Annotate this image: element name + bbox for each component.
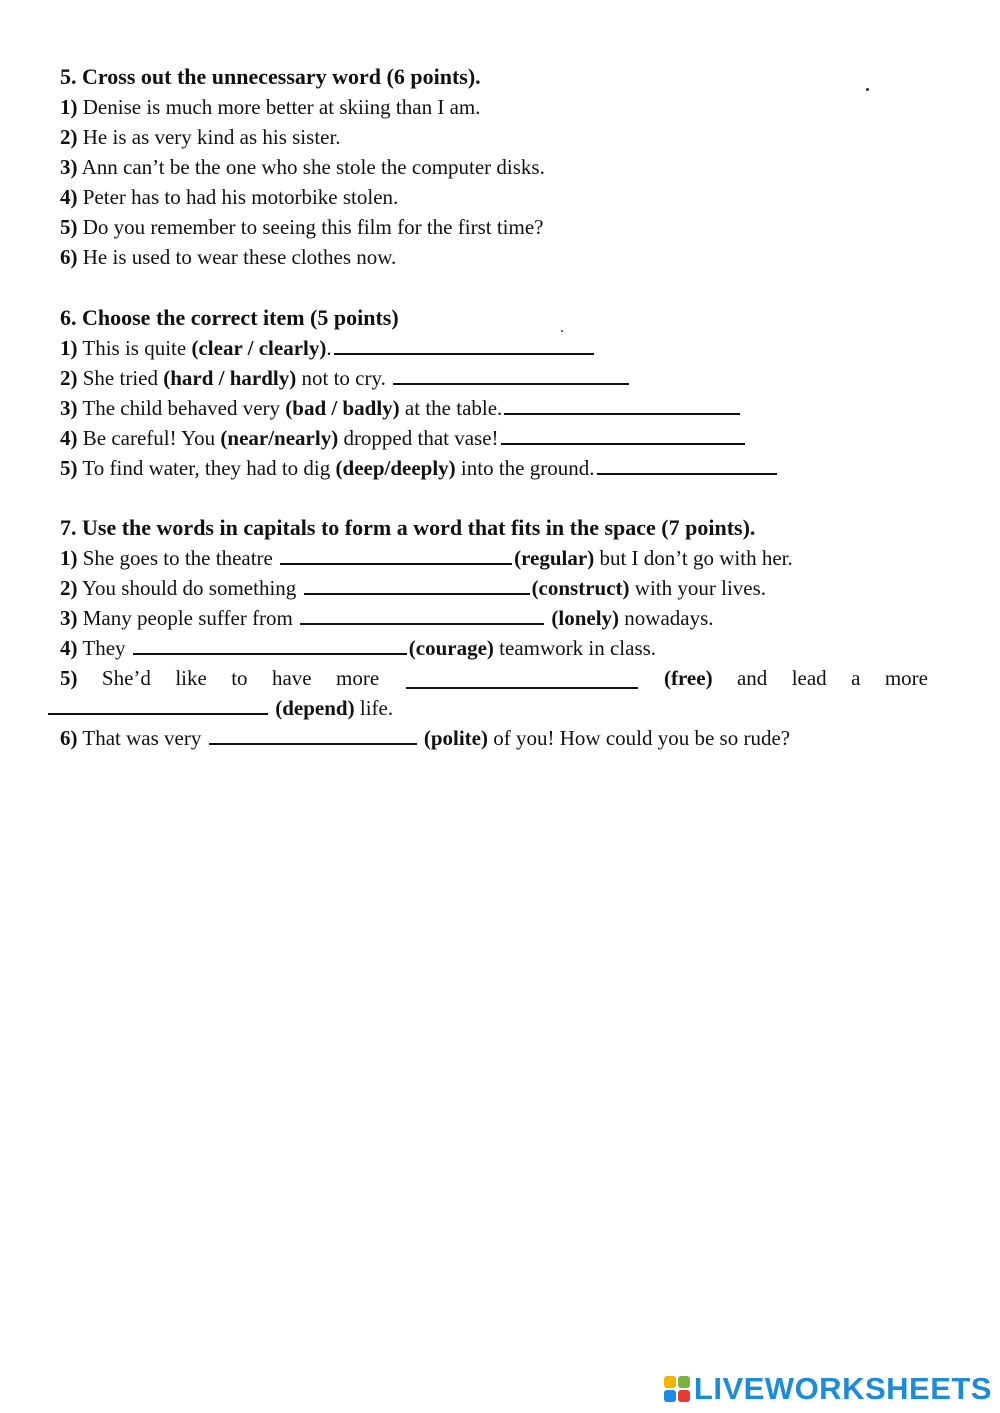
- section-7: [60, 513, 940, 753]
- s5-item-5: [60, 212, 940, 242]
- item-text-before: They: [82, 636, 131, 660]
- section-7-heading: 7. Use the words in capitals to form a word that fits in the space (7 points).: [60, 515, 756, 540]
- item-word-token: a: [851, 666, 861, 690]
- item-number: 2): [60, 366, 78, 390]
- logo-square: [678, 1390, 690, 1402]
- answer-blank[interactable]: [280, 545, 512, 565]
- item-word-token: more: [884, 666, 928, 690]
- s5-item-1: [60, 92, 940, 122]
- item-word: (polite): [423, 726, 488, 750]
- item-word: (depend): [275, 696, 355, 720]
- answer-blank[interactable]: [393, 365, 629, 385]
- section-6: [60, 303, 940, 483]
- item-word-token: have: [271, 666, 312, 690]
- section-5: [60, 62, 940, 272]
- logo-text: LIVEWORKSHEETS: [693, 1371, 992, 1406]
- s5-item-2: [60, 122, 940, 152]
- item-number: 2): [60, 576, 78, 600]
- item-options: (bad / badly): [285, 396, 400, 420]
- item-text-after: nowadays.: [619, 606, 714, 630]
- item-text: He is used to wear these clothes now.: [82, 245, 397, 269]
- item-text-after: of you! How could you be so rude?: [488, 726, 791, 750]
- item-text-before: This is quite: [82, 336, 192, 360]
- item-text-after: dropped that vase!: [338, 426, 499, 450]
- item-number: 5): [60, 215, 78, 239]
- item-word: (free): [664, 666, 713, 690]
- item-number: 5): [60, 666, 78, 690]
- item-options: (hard / hardly): [163, 366, 297, 390]
- item-text-after: but I don’t go with her.: [594, 546, 793, 570]
- s7-item-6: [60, 723, 940, 753]
- item-text-after: life.: [354, 696, 394, 720]
- item-text-after: not to cry.: [296, 366, 386, 390]
- s6-item-1: [60, 333, 940, 363]
- item-text: Ann can’t be the one who she stole the computer disks.: [81, 155, 545, 179]
- s7-item-5-continued: [46, 693, 940, 723]
- item-text-before: She goes to the theatre: [82, 546, 279, 570]
- item-number: 3): [60, 155, 78, 179]
- item-text-before: To find water, they had to dig: [82, 456, 336, 480]
- s7-item-3: [60, 603, 940, 633]
- answer-blank[interactable]: [597, 455, 777, 475]
- item-text-before: She tried: [82, 366, 164, 390]
- item-word: (regular): [514, 546, 595, 570]
- logo-mark-icon: [664, 1376, 690, 1402]
- item-number: 4): [60, 426, 78, 450]
- answer-blank[interactable]: [300, 605, 544, 625]
- item-word-token: to: [231, 666, 248, 690]
- item-text-after: at the table.: [399, 396, 503, 420]
- item-number: 5): [60, 456, 78, 480]
- item-word-token: and: [736, 666, 768, 690]
- item-text-after: with your lives.: [629, 576, 767, 600]
- s5-item-4: [60, 182, 940, 212]
- item-text-before: Be careful! You: [82, 426, 221, 450]
- answer-blank[interactable]: [133, 635, 407, 655]
- item-text: Denise is much more better at skiing than I am.: [82, 95, 481, 119]
- item-text-after: .: [326, 336, 332, 360]
- item-text-after: teamwork in class.: [493, 636, 657, 660]
- liveworksheets-logo: [664, 1371, 992, 1407]
- answer-blank[interactable]: [501, 425, 745, 445]
- s6-item-5: [60, 453, 940, 483]
- item-text-before: You should do something: [81, 576, 302, 600]
- item-word-token: like: [175, 666, 207, 690]
- item-number: 6): [60, 726, 78, 750]
- s7-item-4: [60, 633, 940, 663]
- item-number: 2): [60, 125, 78, 149]
- s7-item-5: [60, 663, 928, 693]
- section-5-heading: 5. Cross out the unnecessary word (6 points).: [60, 64, 481, 89]
- logo-square: [664, 1390, 676, 1402]
- answer-blank[interactable]: [209, 725, 417, 745]
- logo-square: [678, 1376, 690, 1388]
- s6-item-2: [60, 363, 940, 393]
- item-number: 6): [60, 245, 78, 269]
- answer-blank[interactable]: [504, 395, 740, 415]
- item-text: Do you remember to seeing this film for the first time?: [82, 215, 544, 239]
- item-options: (deep/deeply): [335, 456, 456, 480]
- item-word: (lonely): [551, 606, 620, 630]
- answer-blank[interactable]: [48, 695, 268, 715]
- s7-item-1: [60, 543, 940, 573]
- item-text-before: Many people suffer from: [82, 606, 299, 630]
- s7-item-2: [60, 573, 940, 603]
- item-word-token: more: [336, 666, 380, 690]
- item-number: 3): [60, 396, 78, 420]
- item-options: (near/nearly): [220, 426, 339, 450]
- item-word: (courage): [408, 636, 494, 660]
- s6-item-4: [60, 423, 940, 453]
- item-text: Peter has to had his motorbike stolen.: [82, 185, 399, 209]
- item-word-token: She’d: [101, 666, 151, 690]
- s5-item-3: [60, 152, 940, 182]
- s5-item-6: [60, 242, 940, 272]
- item-number: 1): [60, 546, 78, 570]
- section-6-heading: 6. Choose the correct item (5 points): [60, 305, 399, 330]
- item-text-before: That was very: [82, 726, 207, 750]
- s6-item-3: [60, 393, 940, 423]
- answer-blank[interactable]: [334, 335, 594, 355]
- item-number: 3): [60, 606, 78, 630]
- logo-square: [664, 1376, 676, 1388]
- item-number: 4): [60, 185, 78, 209]
- item-options: (clear / clearly): [191, 336, 327, 360]
- item-text-before: The child behaved very: [82, 396, 286, 420]
- answer-blank[interactable]: [304, 575, 530, 595]
- item-word-token: lead: [791, 666, 827, 690]
- answer-blank[interactable]: [406, 669, 638, 689]
- item-text-after: into the ground.: [455, 456, 595, 480]
- item-word: (construct): [531, 576, 630, 600]
- item-text: He is as very kind as his sister.: [82, 125, 341, 149]
- item-number: 1): [60, 95, 78, 119]
- item-number: 1): [60, 336, 78, 360]
- item-number: 4): [60, 636, 78, 660]
